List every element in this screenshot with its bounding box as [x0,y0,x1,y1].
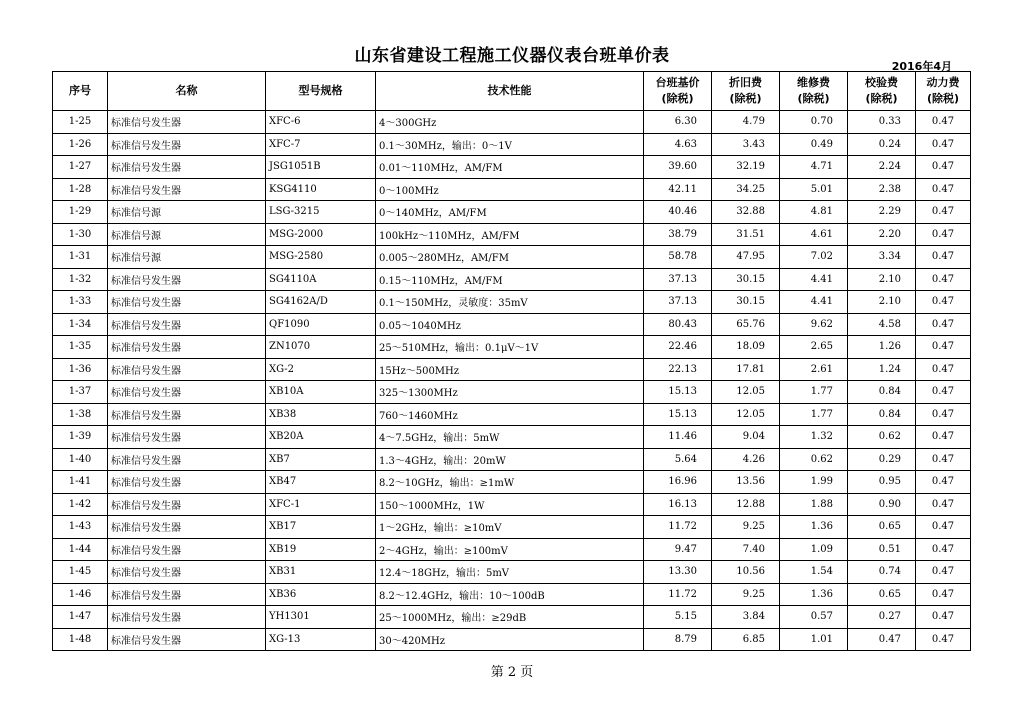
table-row [53,133,971,156]
cell-model: LSG-3215 [266,201,376,224]
cell-name: 标准信号发生器 [108,291,266,314]
cell-power: 0.47 [916,336,971,359]
cell-power: 0.47 [916,178,971,201]
cell-base-price: 16.96 [644,471,712,494]
table-row [53,471,971,494]
cell-base-price: 13.30 [644,561,712,584]
cell-no: 1-44 [53,538,108,561]
header-maintenance: 维修费 (除税) [780,72,848,111]
cell-model: XB36 [266,583,376,606]
cell-tech: 4～300GHz [376,111,644,134]
cell-depreciation: 18.09 [712,336,780,359]
cell-power: 0.47 [916,111,971,134]
cell-power: 0.47 [916,313,971,336]
cell-depreciation: 7.40 [712,538,780,561]
cell-model: XG-2 [266,358,376,381]
cell-model: MSG-2580 [266,246,376,269]
header-depreciation: 折旧费 (除税) [712,72,780,111]
cell-calibration: 0.65 [848,583,916,606]
table-row [53,516,971,539]
cell-name: 标准信号发生器 [108,178,266,201]
cell-no: 1-39 [53,426,108,449]
table-row [53,178,971,201]
cell-name: 标准信号发生器 [108,628,266,651]
cell-maintenance: 0.49 [780,133,848,156]
cell-maintenance: 4.41 [780,268,848,291]
cell-calibration: 0.65 [848,516,916,539]
cell-name: 标准信号发生器 [108,313,266,336]
cell-model: XB7 [266,448,376,471]
cell-base-price: 22.13 [644,358,712,381]
cell-power: 0.47 [916,583,971,606]
cell-calibration: 4.58 [848,313,916,336]
table-row [53,448,971,471]
table-row [53,583,971,606]
cell-model: SG4110A [266,268,376,291]
table-row [53,111,971,134]
cell-name: 标准信号发生器 [108,583,266,606]
cell-tech: 0.1～150MHz，灵敏度：35mV [376,291,644,314]
header-power: 动力费 (除税) [916,72,971,111]
cell-base-price: 9.47 [644,538,712,561]
cell-no: 1-41 [53,471,108,494]
cell-tech: 0～140MHz，AM/FM [376,201,644,224]
cell-power: 0.47 [916,471,971,494]
cell-base-price: 42.11 [644,178,712,201]
cell-model: XB19 [266,538,376,561]
cell-calibration: 2.24 [848,156,916,179]
cell-base-price: 6.30 [644,111,712,134]
cell-calibration: 0.95 [848,471,916,494]
cell-model: XFC-6 [266,111,376,134]
cell-depreciation: 32.19 [712,156,780,179]
page-title: 山东省建设工程施工仪器仪表台班单价表 [354,46,670,66]
cell-tech: 0.1～30MHz，输出：0～1V [376,133,644,156]
header-calibration: 校验费 (除税) [848,72,916,111]
cell-name: 标准信号发生器 [108,336,266,359]
cell-maintenance: 0.70 [780,111,848,134]
cell-depreciation: 4.26 [712,448,780,471]
cell-depreciation: 12.05 [712,381,780,404]
cell-power: 0.47 [916,561,971,584]
cell-maintenance: 1.01 [780,628,848,651]
cell-depreciation: 30.15 [712,268,780,291]
cell-tech: 25～1000MHz，输出：≥29dB [376,606,644,629]
table-row [53,606,971,629]
cell-no: 1-35 [53,336,108,359]
cell-name: 标准信号发生器 [108,516,266,539]
cell-depreciation: 13.56 [712,471,780,494]
cell-depreciation: 9.04 [712,426,780,449]
cell-calibration: 0.27 [848,606,916,629]
cell-base-price: 37.13 [644,291,712,314]
cell-tech: 0～100MHz [376,178,644,201]
cell-tech: 30～420MHz [376,628,644,651]
cell-model: XG-13 [266,628,376,651]
header-base-price: 台班基价 (除税) [644,72,712,111]
cell-name: 标准信号发生器 [108,133,266,156]
page-number: 第 2 页 [490,665,534,680]
cell-no: 1-34 [53,313,108,336]
cell-base-price: 38.79 [644,223,712,246]
cell-maintenance: 2.65 [780,336,848,359]
cell-no: 1-26 [53,133,108,156]
cell-tech: 2～4GHz，输出：≥100mV [376,538,644,561]
cell-tech: 0.01～110MHz，AM/FM [376,156,644,179]
cell-model: KSG4110 [266,178,376,201]
cell-no: 1-37 [53,381,108,404]
cell-model: QF1090 [266,313,376,336]
cell-maintenance: 0.62 [780,448,848,471]
cell-model: XFC-7 [266,133,376,156]
cell-model: XB10A [266,381,376,404]
cell-depreciation: 6.85 [712,628,780,651]
cell-power: 0.47 [916,358,971,381]
cell-no: 1-25 [53,111,108,134]
cell-model: XB47 [266,471,376,494]
cell-base-price: 15.13 [644,381,712,404]
cell-no: 1-48 [53,628,108,651]
table-row [53,561,971,584]
cell-name: 标准信号发生器 [108,111,266,134]
table-row [53,493,971,516]
cell-depreciation: 9.25 [712,583,780,606]
cell-calibration: 0.84 [848,403,916,426]
cell-model: XB17 [266,516,376,539]
cell-name: 标准信号发生器 [108,538,266,561]
cell-depreciation: 9.25 [712,516,780,539]
table-row [53,381,971,404]
cell-calibration: 3.34 [848,246,916,269]
cell-maintenance: 9.62 [780,313,848,336]
table-header-row [53,72,971,111]
cell-no: 1-29 [53,201,108,224]
cell-tech: 8.2～12.4GHz，输出：10～100dB [376,583,644,606]
cell-model: XB31 [266,561,376,584]
cell-depreciation: 3.84 [712,606,780,629]
cell-depreciation: 34.25 [712,178,780,201]
cell-power: 0.47 [916,426,971,449]
cell-calibration: 0.84 [848,381,916,404]
cell-model: XB20A [266,426,376,449]
cell-base-price: 11.72 [644,583,712,606]
cell-power: 0.47 [916,493,971,516]
table-row [53,358,971,381]
cell-power: 0.47 [916,448,971,471]
cell-base-price: 11.72 [644,516,712,539]
cell-model: YH1301 [266,606,376,629]
cell-tech: 0.005～280MHz，AM/FM [376,246,644,269]
cell-maintenance: 1.88 [780,493,848,516]
cell-tech: 150～1000MHz，1W [376,493,644,516]
table-row [53,156,971,179]
cell-power: 0.47 [916,516,971,539]
cell-calibration: 2.38 [848,178,916,201]
cell-no: 1-43 [53,516,108,539]
cell-base-price: 80.43 [644,313,712,336]
cell-calibration: 0.74 [848,561,916,584]
cell-maintenance: 1.99 [780,471,848,494]
cell-tech: 325～1300MHz [376,381,644,404]
cell-name: 标准信号发生器 [108,426,266,449]
cell-no: 1-42 [53,493,108,516]
cell-maintenance: 1.32 [780,426,848,449]
cell-calibration: 2.29 [848,201,916,224]
cell-name: 标准信号发生器 [108,493,266,516]
cell-no: 1-27 [53,156,108,179]
cell-base-price: 8.79 [644,628,712,651]
cell-maintenance: 1.36 [780,516,848,539]
cell-calibration: 0.47 [848,628,916,651]
cell-no: 1-28 [53,178,108,201]
cell-power: 0.47 [916,291,971,314]
cell-depreciation: 4.79 [712,111,780,134]
cell-power: 0.47 [916,223,971,246]
cell-power: 0.47 [916,133,971,156]
cell-maintenance: 0.57 [780,606,848,629]
cell-power: 0.47 [916,268,971,291]
cell-maintenance: 1.36 [780,583,848,606]
cell-base-price: 58.78 [644,246,712,269]
cell-no: 1-30 [53,223,108,246]
cell-calibration: 0.62 [848,426,916,449]
cell-name: 标准信号发生器 [108,606,266,629]
header-model: 型号规格 [266,72,376,111]
cell-model: ZN1070 [266,336,376,359]
cell-tech: 1.3～4GHz，输出：20mW [376,448,644,471]
table-body [53,111,971,651]
header-no: 序号 [53,72,108,111]
cell-name: 标准信号发生器 [108,358,266,381]
cell-power: 0.47 [916,381,971,404]
cell-maintenance: 1.77 [780,381,848,404]
cell-calibration: 2.10 [848,291,916,314]
cell-model: SG4162A/D [266,291,376,314]
cell-base-price: 22.46 [644,336,712,359]
cell-name: 标准信号发生器 [108,471,266,494]
cell-name: 标准信号源 [108,246,266,269]
table-row [53,403,971,426]
price-table [52,71,971,651]
cell-model: MSG-2000 [266,223,376,246]
table-row [53,336,971,359]
cell-power: 0.47 [916,246,971,269]
cell-tech: 25～510MHz，输出：0.1μV～1V [376,336,644,359]
table-row [53,246,971,269]
table-row [53,291,971,314]
cell-name: 标准信号发生器 [108,403,266,426]
cell-base-price: 37.13 [644,268,712,291]
cell-depreciation: 12.88 [712,493,780,516]
cell-depreciation: 3.43 [712,133,780,156]
cell-tech: 0.15～110MHz，AM/FM [376,268,644,291]
cell-tech: 0.05～1040MHz [376,313,644,336]
cell-tech: 15Hz～500MHz [376,358,644,381]
table-row [53,223,971,246]
cell-no: 1-46 [53,583,108,606]
cell-name: 标准信号源 [108,223,266,246]
cell-no: 1-33 [53,291,108,314]
cell-depreciation: 65.76 [712,313,780,336]
cell-tech: 760～1460MHz [376,403,644,426]
cell-no: 1-31 [53,246,108,269]
cell-no: 1-47 [53,606,108,629]
header-tech: 技术性能 [376,72,644,111]
cell-calibration: 1.26 [848,336,916,359]
cell-name: 标准信号发生器 [108,448,266,471]
table-row [53,426,971,449]
cell-maintenance: 4.41 [780,291,848,314]
cell-base-price: 11.46 [644,426,712,449]
cell-tech: 100kHz～110MHz，AM/FM [376,223,644,246]
cell-name: 标准信号发生器 [108,156,266,179]
cell-calibration: 0.29 [848,448,916,471]
cell-tech: 12.4～18GHz，输出：5mV [376,561,644,584]
cell-depreciation: 12.05 [712,403,780,426]
cell-maintenance: 5.01 [780,178,848,201]
cell-tech: 4～7.5GHz，输出：5mW [376,426,644,449]
cell-no: 1-32 [53,268,108,291]
table-row [53,313,971,336]
cell-name: 标准信号源 [108,201,266,224]
header-name: 名称 [108,72,266,111]
cell-base-price: 40.46 [644,201,712,224]
cell-depreciation: 32.88 [712,201,780,224]
cell-base-price: 5.64 [644,448,712,471]
cell-base-price: 5.15 [644,606,712,629]
cell-power: 0.47 [916,403,971,426]
cell-depreciation: 17.81 [712,358,780,381]
cell-maintenance: 1.77 [780,403,848,426]
cell-maintenance: 4.71 [780,156,848,179]
cell-power: 0.47 [916,156,971,179]
cell-calibration: 0.51 [848,538,916,561]
cell-no: 1-38 [53,403,108,426]
cell-maintenance: 1.54 [780,561,848,584]
cell-calibration: 0.24 [848,133,916,156]
cell-calibration: 2.10 [848,268,916,291]
table-row [53,538,971,561]
cell-calibration: 0.33 [848,111,916,134]
cell-power: 0.47 [916,538,971,561]
cell-maintenance: 1.09 [780,538,848,561]
cell-maintenance: 4.81 [780,201,848,224]
cell-power: 0.47 [916,201,971,224]
table-date: 2016年4月 [891,60,952,73]
cell-tech: 8.2～10GHz，输出：≥1mW [376,471,644,494]
cell-tech: 1～2GHz，输出：≥10mV [376,516,644,539]
cell-calibration: 0.90 [848,493,916,516]
cell-model: JSG1051B [266,156,376,179]
cell-base-price: 39.60 [644,156,712,179]
cell-depreciation: 31.51 [712,223,780,246]
cell-no: 1-45 [53,561,108,584]
cell-calibration: 1.24 [848,358,916,381]
cell-depreciation: 10.56 [712,561,780,584]
cell-base-price: 15.13 [644,403,712,426]
cell-base-price: 16.13 [644,493,712,516]
table-row [53,201,971,224]
cell-model: XB38 [266,403,376,426]
cell-no: 1-36 [53,358,108,381]
cell-model: XFC-1 [266,493,376,516]
cell-maintenance: 4.61 [780,223,848,246]
table-row [53,268,971,291]
cell-name: 标准信号发生器 [108,561,266,584]
cell-calibration: 2.20 [848,223,916,246]
cell-name: 标准信号发生器 [108,381,266,404]
cell-maintenance: 2.61 [780,358,848,381]
cell-depreciation: 47.95 [712,246,780,269]
table-row [53,628,971,651]
cell-name: 标准信号发生器 [108,268,266,291]
cell-maintenance: 7.02 [780,246,848,269]
cell-power: 0.47 [916,628,971,651]
cell-no: 1-40 [53,448,108,471]
cell-power: 0.47 [916,606,971,629]
cell-depreciation: 30.15 [712,291,780,314]
cell-base-price: 4.63 [644,133,712,156]
